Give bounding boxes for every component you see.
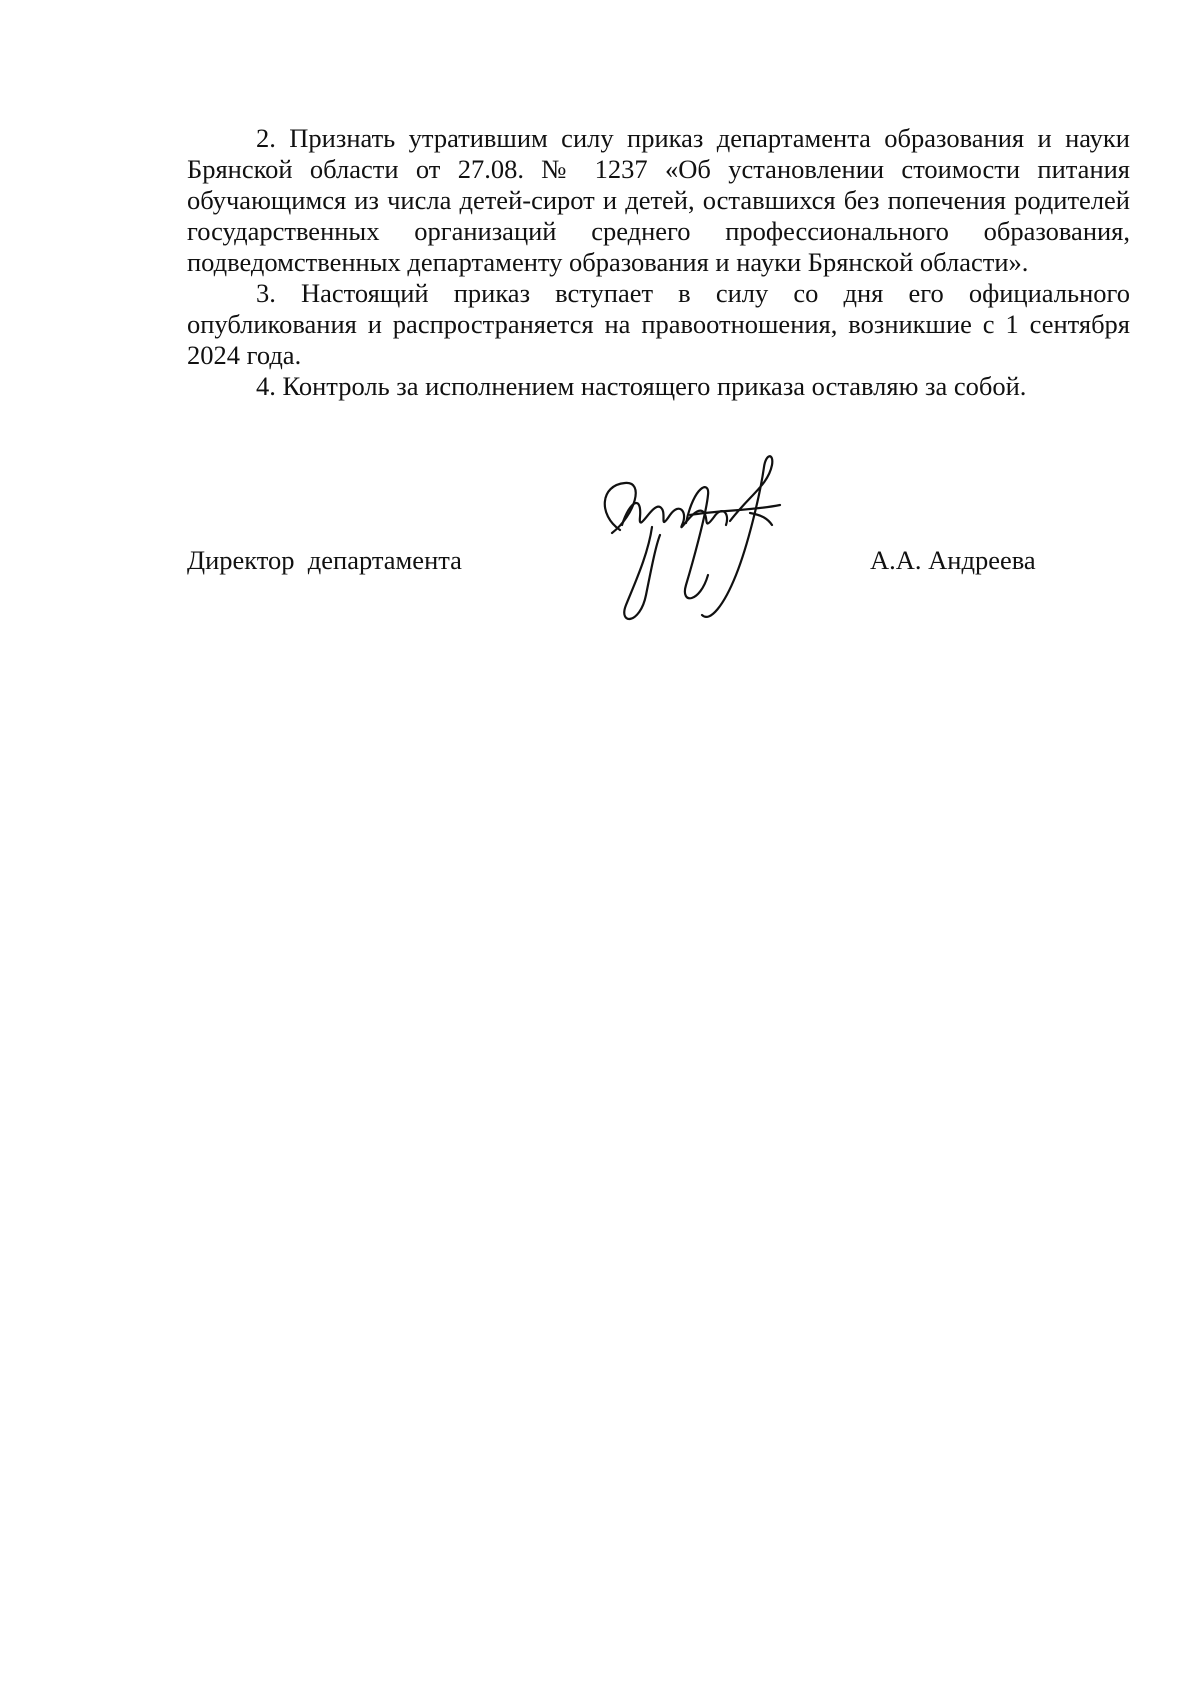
paragraph-2: 2. Признать утратившим силу приказ департамента образования и науки Брянской области от 27.08. № 1237 «Об установлении стоимости питания обучающимся из числа детей-сирот и детей, оставшихся без попечения родителей государственных организаций среднего профессионального образования, подведомственных департаменту образования и науки Брянской области». xyxy=(187,123,1130,277)
signer-position: Директор департамента xyxy=(187,545,462,575)
handwritten-signature xyxy=(590,455,830,650)
paragraph-4: 4. Контроль за исполнением настоящего приказа оставляю за собой. xyxy=(256,371,1027,401)
signer-name: А.А. Андреева xyxy=(870,545,1036,575)
document-body xyxy=(187,123,1130,402)
paragraph-3: 3. Настоящий приказ вступает в силу со дня его официального опубликования и распространяется на правоотношения, возникшие с 1 сентября 2024 года. xyxy=(187,278,1130,370)
